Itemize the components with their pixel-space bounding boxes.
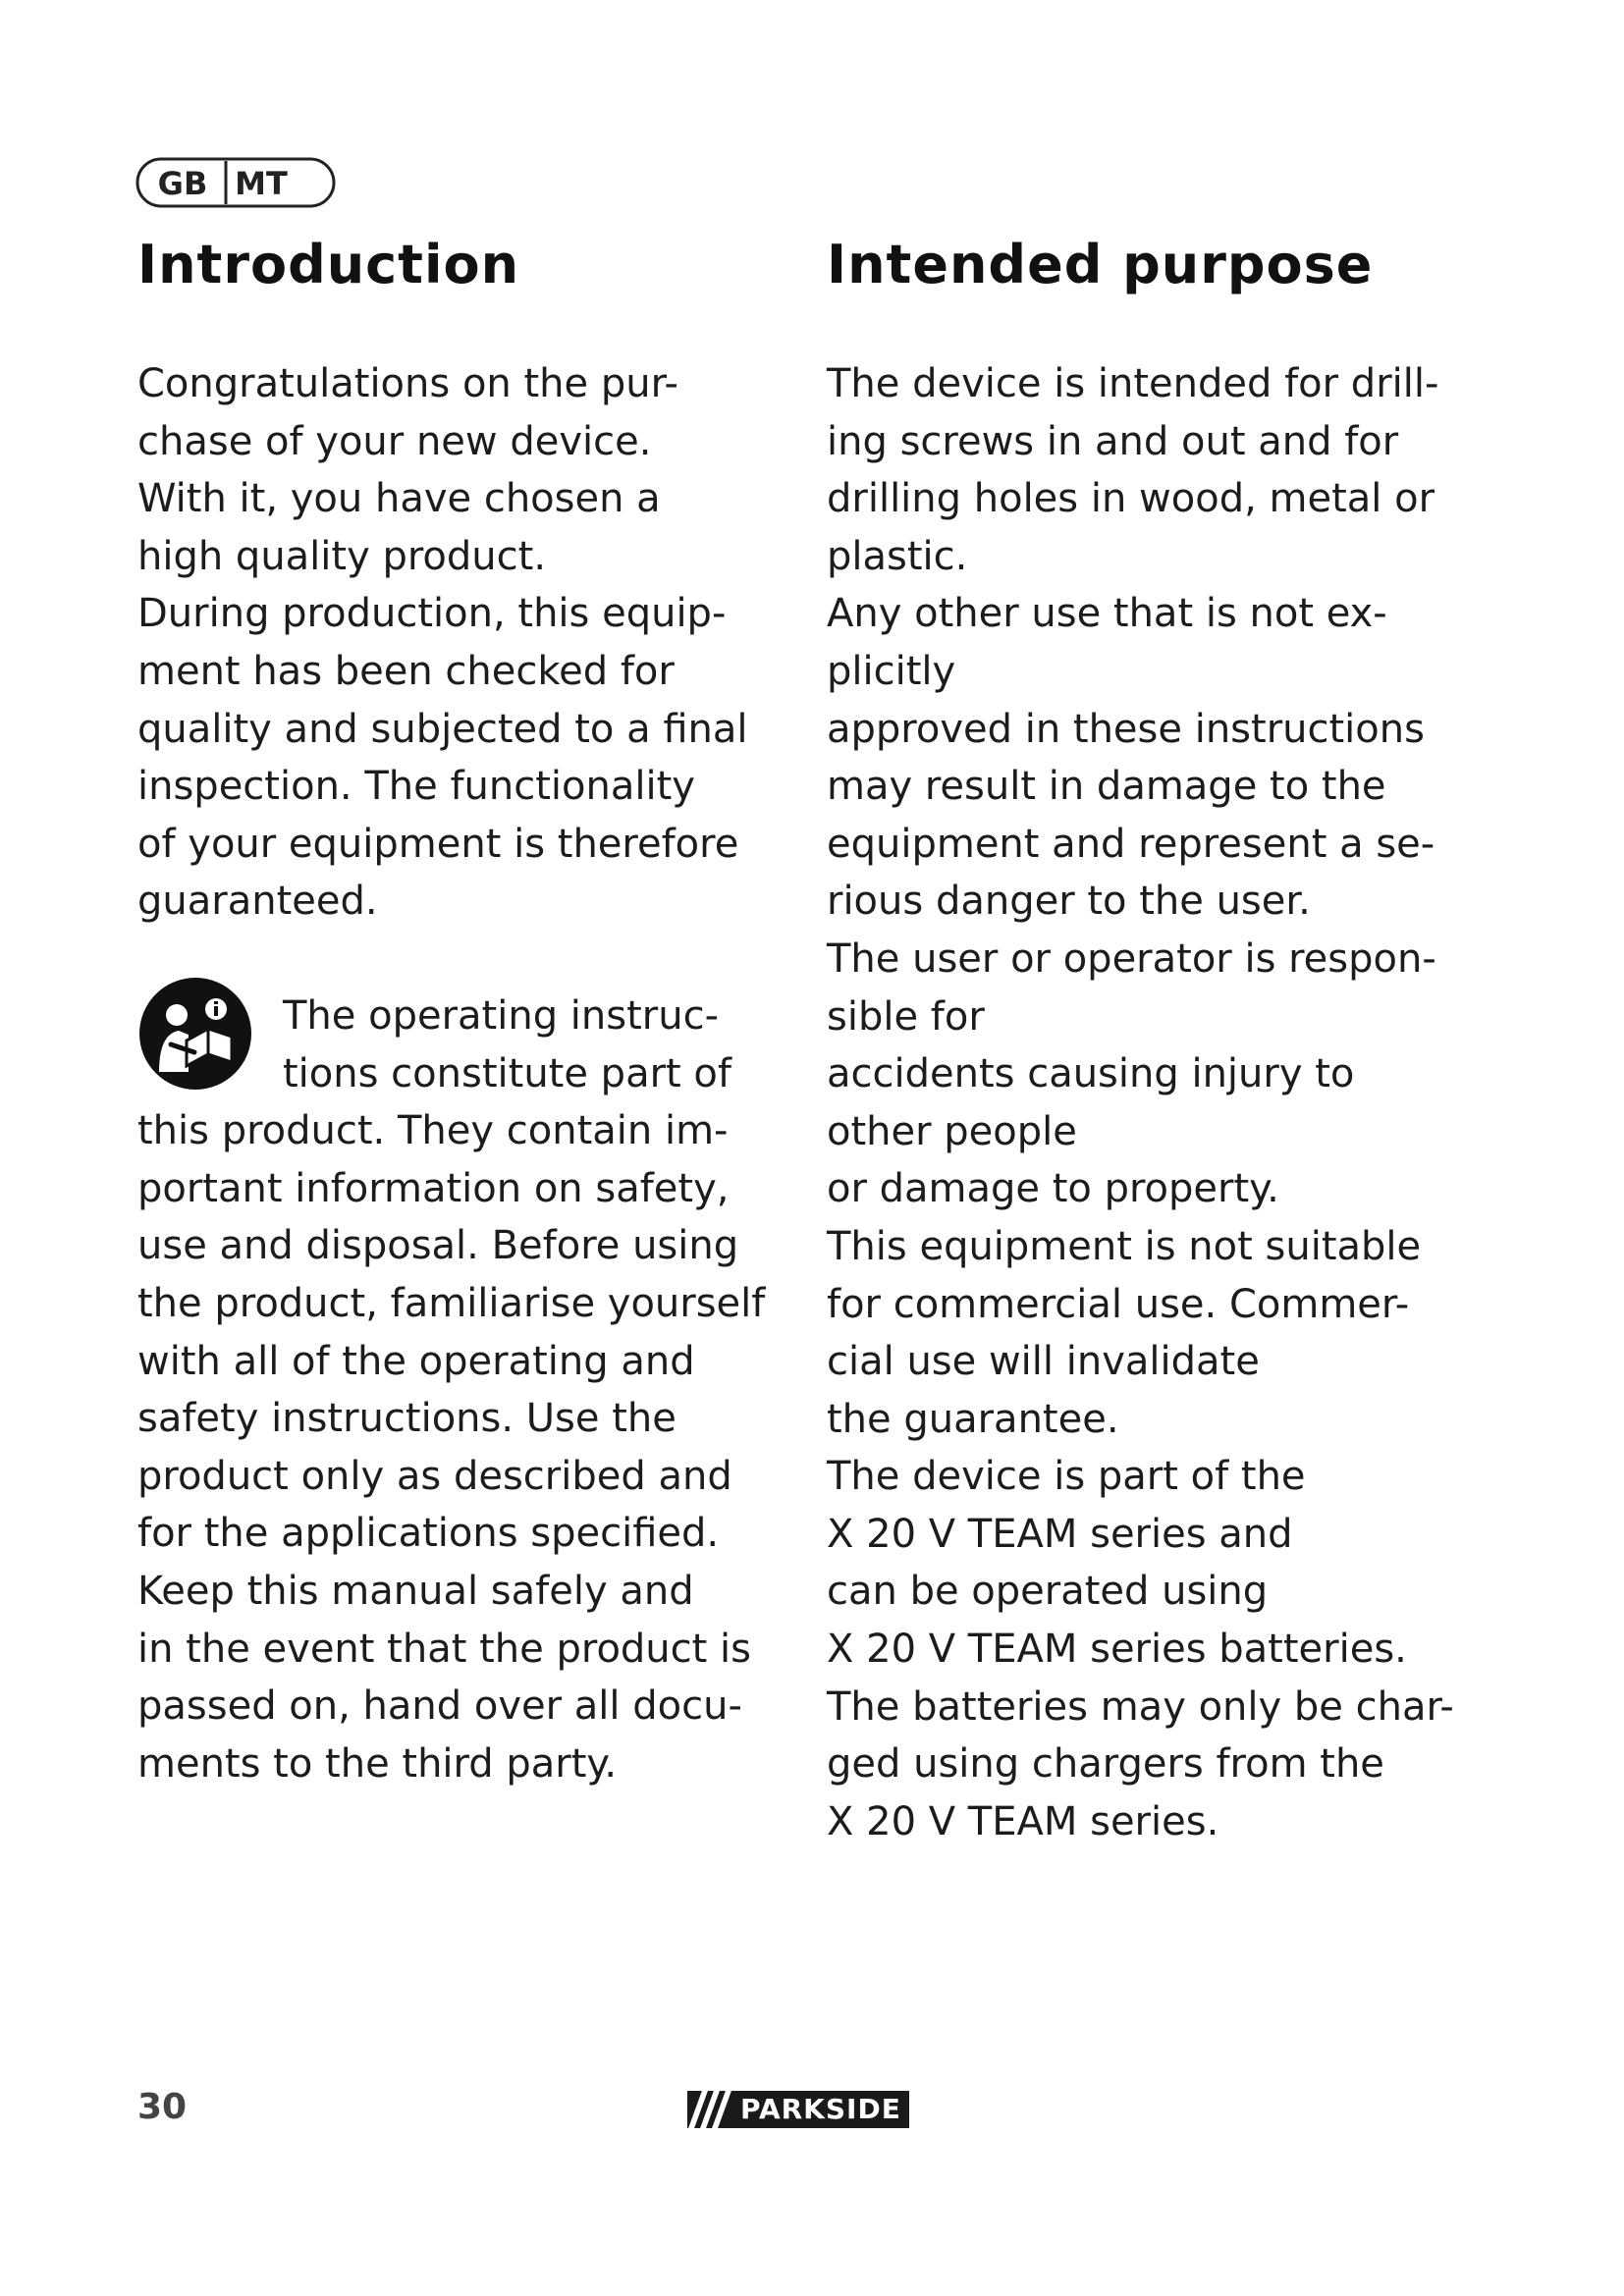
text-line: X 20 V TEAM series batteries. (827, 1627, 1407, 1673)
language-code-gb: GB (157, 165, 208, 202)
intended-purpose-heading: Intended purpose (827, 234, 1374, 295)
text-line: tions constitute part of (283, 1050, 731, 1096)
introduction-paragraph-1 (137, 355, 747, 931)
text-line: product only as described and (137, 1453, 732, 1499)
language-badge-outline (135, 157, 336, 208)
language-code-mt: MT (235, 165, 288, 202)
text-line: Any other use that is not ex- (827, 591, 1387, 637)
text-line: ment has been checked for (137, 648, 675, 694)
introduction-heading: Introduction (137, 234, 520, 295)
brand-name: PARKSIDE (734, 2091, 909, 2128)
text-line: The operating instruc- (283, 993, 720, 1039)
text-line: quality and subjected to a final (137, 706, 748, 752)
text-line: inspection. The functionality (137, 764, 695, 810)
text-line: accidents causing injury to (827, 1051, 1355, 1097)
text-line: X 20 V TEAM series and (827, 1511, 1293, 1557)
text-line: the product, familiarise yourself (137, 1280, 766, 1326)
text-line: high quality product. (137, 533, 547, 579)
text-line: Keep this manual safely and (137, 1568, 694, 1614)
text-line: plicitly (827, 648, 956, 694)
text-line: portant information on safety, (137, 1165, 730, 1211)
parkside-logo (687, 2091, 909, 2128)
text-line: ments to the third party. (137, 1740, 618, 1787)
text-line: guaranteed. (137, 879, 378, 925)
text-line: other people (827, 1108, 1077, 1154)
text-line: equipment and represent a se- (827, 821, 1435, 867)
text-line: The device is intended for drill- (827, 361, 1439, 406)
text-line: chase of your new device. (137, 418, 652, 464)
text-line: use and disposal. Before using (137, 1223, 739, 1269)
text-line: for the applications specified. (137, 1511, 720, 1557)
text-line: This equipment is not suitable (827, 1223, 1422, 1269)
text-line: passed on, hand over all docu- (137, 1683, 742, 1730)
text-line: can be operated using (827, 1569, 1269, 1615)
language-badge (135, 157, 336, 208)
text-line: The device is part of the (827, 1454, 1306, 1500)
text-line: drilling holes in wood, metal or (827, 476, 1435, 522)
text-line: or damage to property. (827, 1166, 1279, 1212)
text-line: safety instructions. Use the (137, 1396, 677, 1442)
text-line: the guarantee. (827, 1396, 1119, 1442)
intended-purpose-text (827, 355, 1454, 1850)
text-line: in the event that the product is (137, 1626, 751, 1672)
text-line: of your equipment is therefore (137, 821, 739, 867)
text-line: this product. They contain im- (137, 1108, 729, 1154)
page-number: 30 (137, 2087, 188, 2127)
text-line: Congratulations on the pur- (137, 361, 678, 406)
text-line: rious danger to the user. (827, 879, 1311, 925)
text-line: cial use will invalidate (827, 1339, 1260, 1385)
text-line: X 20 V TEAM series. (827, 1798, 1219, 1844)
text-line: with all of the operating and (137, 1338, 695, 1384)
text-line: The batteries may only be char- (827, 1683, 1454, 1730)
logo-stripes-icon (687, 2091, 734, 2128)
text-line: plastic. (827, 533, 968, 579)
text-line: may result in damage to the (827, 764, 1386, 810)
text-line: With it, you have chosen a (137, 476, 661, 522)
introduction-paragraph-2 (137, 988, 765, 1792)
text-line: ing screws in and out and for (827, 418, 1399, 464)
text-line: for commercial use. Commer- (827, 1281, 1410, 1327)
text-line: sible for (827, 993, 985, 1040)
text-line: ged using chargers from the (827, 1741, 1384, 1788)
text-line: The user or operator is respon- (827, 935, 1436, 982)
text-line: During production, this equip- (137, 591, 727, 637)
text-line: approved in these instructions (827, 706, 1425, 752)
